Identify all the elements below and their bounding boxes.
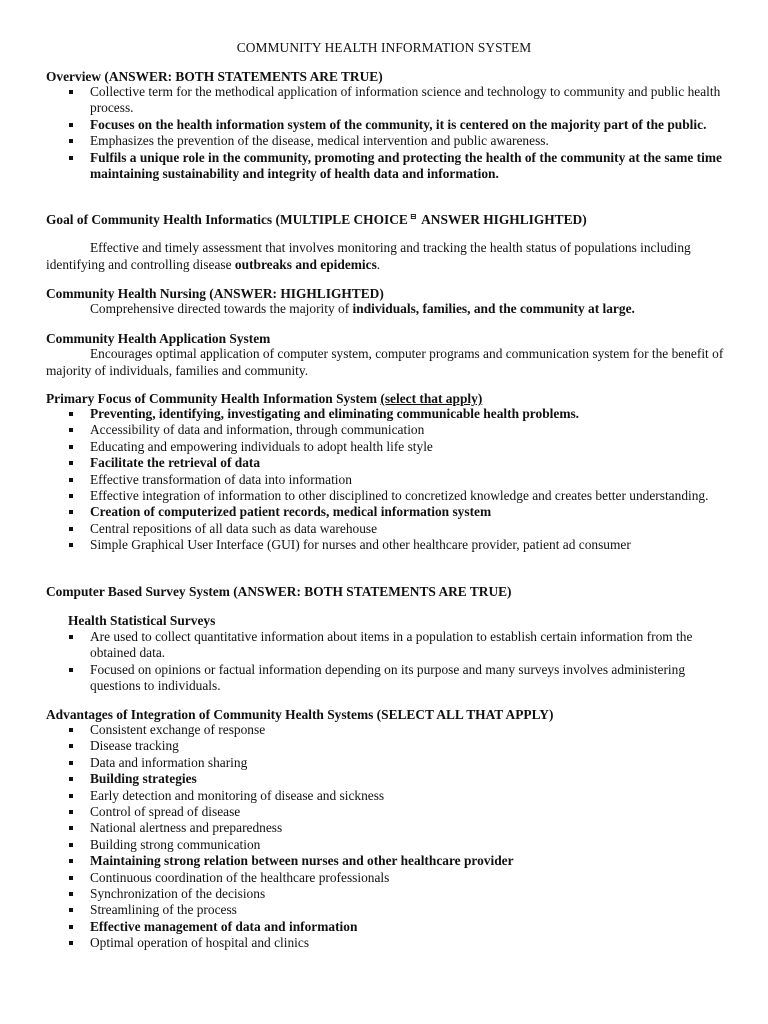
square-bullet-icon [69, 728, 73, 732]
square-bullet-icon [69, 90, 73, 94]
list-item [68, 455, 724, 471]
list-item-text: Educating and empowering individuals to adopt health life style [90, 438, 433, 454]
list-item-text: Streamlining of the process [90, 902, 237, 918]
list-item [68, 504, 724, 520]
square-bullet-icon [69, 859, 73, 863]
list-item [68, 133, 724, 149]
list-item-text: Creation of computerized patient records, medical information system [90, 504, 492, 520]
goal-text-end: . [376, 256, 381, 272]
list-item [68, 472, 724, 488]
square-bullet-icon [69, 139, 73, 143]
square-bullet-icon [69, 925, 73, 929]
advantages-list [68, 722, 724, 952]
list-item-text: Collective term for the methodical application of information science and technology to community and public health process. [90, 84, 721, 116]
square-bullet-icon [69, 123, 73, 127]
goal-text: Effective and timely assessment that involves monitoring and tracking the health status of populations including identifying and controlling disease [46, 240, 691, 272]
square-bullet-icon [69, 445, 73, 449]
application-heading: Community Health Application System [46, 331, 271, 346]
primary-focus-list [68, 406, 724, 554]
list-item-text: Early detection and monitoring of disease and sickness [90, 787, 385, 803]
list-item-text: Emphasizes the prevention of the disease, medical intervention and public awareness. [90, 133, 549, 149]
nursing-text-bold: individuals, families, and the community at large. [352, 301, 635, 316]
nursing-heading: Community Health Nursing (ANSWER: HIGHLIGHTED) [46, 286, 384, 301]
square-bullet-icon [69, 494, 73, 498]
square-bullet-icon [69, 810, 73, 814]
list-item-text: Facilitate the retrieval of data [90, 455, 261, 471]
overview-list [68, 84, 724, 182]
square-bullet-icon [69, 428, 73, 432]
square-bullet-icon [69, 412, 73, 416]
goal-heading-suffix: ANSWER HIGHLIGHTED) [418, 212, 587, 227]
list-item [68, 870, 724, 886]
list-item-text: Focuses on the health information system of the community, it is centered on the majority part of the public. [90, 116, 707, 132]
list-item [68, 629, 724, 662]
list-item-text: Simple Graphical User Interface (GUI) for nurses and other healthcare provider, patient ad consumer [90, 537, 631, 553]
list-item-text: Disease tracking [90, 738, 179, 754]
list-item-text: Optimal operation of hospital and clinics [90, 935, 310, 951]
list-item-text: Synchronization of the decisions [90, 886, 266, 902]
list-item-text: Central repositions of all data such as data warehouse [90, 520, 378, 536]
survey-heading: Computer Based Survey System (ANSWER: BOTH STATEMENTS ARE TRUE) [46, 584, 512, 599]
list-item-text: Building strategies [90, 771, 197, 787]
list-item [68, 919, 724, 935]
square-bullet-icon [69, 668, 73, 672]
list-item [68, 902, 724, 918]
list-item [68, 935, 724, 951]
list-item [68, 406, 724, 422]
document-title: COMMUNITY HEALTH INFORMATION SYSTEM [236, 40, 532, 55]
square-bullet-icon [69, 826, 73, 830]
square-bullet-icon [69, 761, 73, 765]
overview-heading: Overview (ANSWER: BOTH STATEMENTS ARE TRUE) [46, 69, 383, 84]
square-bullet-icon [69, 478, 73, 482]
list-item [68, 722, 724, 738]
list-item [68, 771, 724, 787]
list-item-text: Are used to collect quantitative information about items in a population to establish certain information from the obtained data. [90, 629, 693, 661]
square-bullet-icon [69, 941, 73, 945]
square-bullet-icon [69, 543, 73, 547]
goal-paragraph [46, 240, 726, 273]
square-bullet-icon [69, 843, 73, 847]
list-item [68, 537, 724, 553]
square-bullet-icon [69, 635, 73, 639]
list-item [68, 755, 724, 771]
primary-focus-heading-text: Primary Focus of Community Health Information System [46, 391, 381, 406]
list-item-text: Maintaining strong relation between nurses and other healthcare provider [90, 853, 514, 869]
square-bullet-icon [69, 794, 73, 798]
primary-focus-heading [46, 391, 482, 407]
list-item-text: National alertness and preparedness [90, 820, 283, 836]
advantages-heading: Advantages of Integration of Community Health Systems (SELECT ALL THAT APPLY) [46, 707, 554, 722]
list-item-text: Effective transformation of data into information [90, 471, 352, 487]
survey-list [68, 629, 724, 695]
square-bullet-icon [69, 908, 73, 912]
list-item [68, 837, 724, 853]
list-item-text: Effective integration of information to other disciplined to concretized knowledge and creates better understanding. [90, 488, 709, 504]
square-bullet-icon [69, 744, 73, 748]
goal-heading-text: Goal of Community Health Informatics (MULTIPLE CHOICE [46, 212, 408, 227]
list-item-text: Consistent exchange of response [90, 722, 266, 737]
list-item [68, 439, 724, 455]
list-item [68, 422, 724, 438]
application-paragraph: Encourages optimal application of computer system, computer programs and communication system for the benefit of majority of individuals, families and community. [46, 346, 724, 378]
survey-subheading: Health Statistical Surveys [68, 613, 216, 628]
primary-focus-heading-underlined: (select that apply) [380, 391, 483, 406]
square-bullet-icon [69, 156, 73, 160]
goal-heading [46, 211, 587, 228]
list-item [68, 804, 724, 820]
nursing-text: Comprehensive directed towards the majority of [90, 301, 353, 316]
collapse-mark-icon: ⊟ [409, 212, 417, 221]
list-item [68, 886, 724, 902]
list-item-text: Control of spread of disease [90, 804, 241, 820]
square-bullet-icon [69, 892, 73, 896]
list-item [68, 150, 724, 183]
list-item-text: Data and information sharing [90, 754, 248, 770]
list-item-text: Effective management of data and information [90, 918, 358, 934]
square-bullet-icon [69, 510, 73, 514]
square-bullet-icon [69, 461, 73, 465]
list-item [68, 738, 724, 754]
list-item [68, 521, 724, 537]
list-item-text: Fulfils a unique role in the community, promoting and protecting the health of the community at the same time maintaining sustainability and integrity of health data and information. [90, 149, 722, 182]
list-item-text: Building strong communication [90, 836, 261, 852]
list-item [68, 117, 724, 133]
goal-text-bold: outbreaks and epidemics [234, 256, 377, 272]
list-item-text: Focused on opinions or factual information depending on its purpose and many surveys involves administering questions to individuals. [90, 661, 686, 694]
list-item [68, 853, 724, 869]
square-bullet-icon [69, 527, 73, 531]
list-item [68, 820, 724, 836]
list-item-text: Continuous coordination of the healthcare professionals [90, 869, 390, 885]
square-bullet-icon [69, 777, 73, 781]
list-item [68, 788, 724, 804]
nursing-paragraph [46, 301, 726, 318]
list-item [68, 84, 724, 117]
list-item-text: Preventing, identifying, investigating and eliminating communicable health problems. [90, 406, 580, 421]
list-item [68, 488, 724, 504]
list-item-text: Accessibility of data and information, through communication [90, 422, 425, 438]
list-item [68, 662, 724, 695]
square-bullet-icon [69, 876, 73, 880]
